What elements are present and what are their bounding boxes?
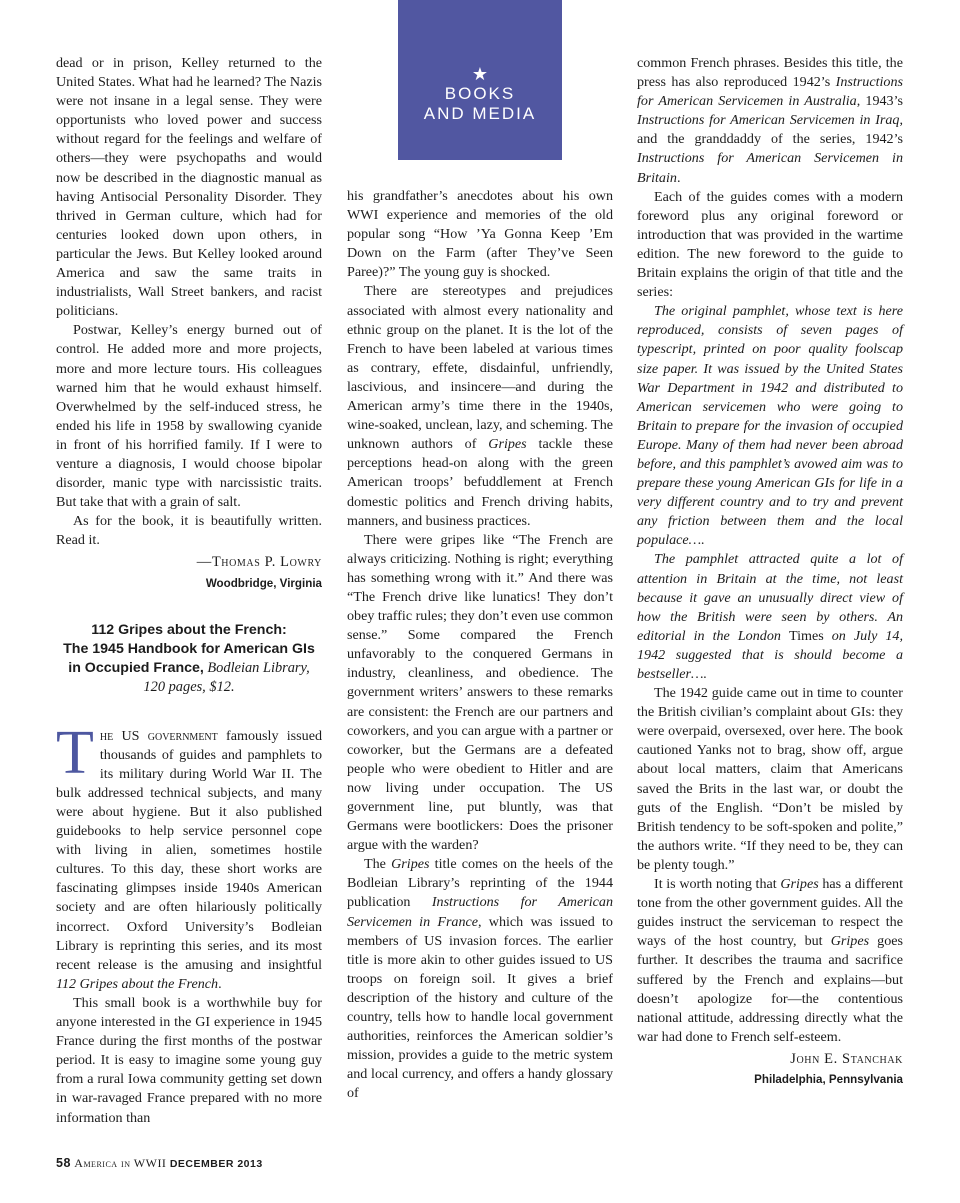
paragraph <box>347 282 613 530</box>
text-run: , and the granddaddy of the series, 1942’s <box>637 112 903 148</box>
issue-date: DECEMBER 2013 <box>169 1158 263 1170</box>
book-title-ref: 112 Gripes about the French <box>56 975 219 992</box>
book-title-line: 112 Gripes about the French: <box>91 621 287 638</box>
book-title-ref: Instructions for American Servicemen in France <box>347 894 613 930</box>
page-footer <box>56 1156 263 1171</box>
page-number: 58 <box>56 1156 71 1170</box>
text-run: There are stereotypes and prejudices associated with almost every nationality and ethnic group on the planet. It is the lot of the French to have been labeled at various times as contrary, effete, disdainful, unfriendly, lascivious, and insincere—and during the American army’s time there in the 1940s, wine-soaked, unclean, lazy, and scheming. The unknown authors of <box>347 283 613 453</box>
drop-cap: T <box>56 718 94 787</box>
column-2 <box>347 187 613 1104</box>
text-run: It is worth noting that <box>654 876 781 893</box>
star-icon: ★ <box>471 64 489 84</box>
quote-text: on July 14, 1942 suggested that is should become a bestseller…. <box>637 627 903 682</box>
text-run: , which was issued to members of US invasion forces. The earlier title is more akin to other guides issued to US troops on foreign soil. It gives a brief description of the history and culture of the country, tells how to handle local government authorities, reinforces the American soldier’s mission, provides a guide to the metric system and local currency, and offers a handy glossary of <box>347 913 613 1102</box>
book-title-ref: Gripes <box>488 436 527 453</box>
review-signature <box>56 553 322 592</box>
paragraph: Postwar, Kelley’s energy burned out of control. He added more and more projects, more and more lecture tours. His colleagues warned him that he would exhaust himself. Overwhelmed by the self-induced stress, he ended his life in 1958 by swallowing cyanide in front of his horrified family. If I were to venture a diagnosis, I would choose bipolar disorder, manic type with narcissistic traits. But take that with a grain of salt. <box>56 322 322 511</box>
text-run: . <box>218 975 222 992</box>
reviewer-name: —Thomas P. Lowry <box>196 554 322 571</box>
paragraph: This small book is a worthwhile buy for anyone interested in the GI experience in 1945 France during the first months of the postwar period. It is easy to imagine some young guy from a rural Iowa community getting set down in war-ravaged France prepared with no more information than <box>56 994 322 1126</box>
text-run: tackle these perceptions head-on along with the green American troops’ befuddlement at French domestic politics and French driving habits, manners, and business practices. <box>347 436 614 529</box>
paragraph: dead or in prison, Kelley returned to the United States. What had he learned? The Nazis were not insane in a legal sense. They were opportunists who loved power and success without regard for the feelings and welfare of others—they were psychopaths and would now be described in the diagnostic manual as having Antisocial Personality Disorder. They thrived in German culture, which had for centuries looked down upon others, in particular the Jews. But Kelley looked around America and saw the same traits in industrialists, Wall Street bankers, and racist politicians. <box>56 55 322 320</box>
book-publisher: Bodleian Library, <box>207 659 310 676</box>
book-title-line: in Occupied France, <box>68 659 204 676</box>
book-heading <box>56 621 322 697</box>
magazine-name: America in WWII <box>74 1156 167 1170</box>
text-run: has a different tone from the other government guides. All the guides instruct the serviceman to respect the ways of the host country, but <box>637 876 903 950</box>
banner-line-2: AND MEDIA <box>423 104 537 123</box>
paragraph <box>56 718 322 994</box>
reviewer-name: John E. Stanchak <box>790 1050 903 1067</box>
reviewer-location: Philadelphia, Pennsylvania <box>754 1072 903 1086</box>
lead-in: he US government <box>99 727 218 744</box>
block-quote <box>637 302 903 550</box>
text-run: , 1943’s <box>856 93 904 110</box>
paragraph <box>637 54 903 188</box>
paragraph: As for the book, it is beautifully written. Read it. <box>56 513 322 549</box>
paragraph <box>637 875 903 1047</box>
book-title-ref: Instructions for American Servicemen in Britain <box>637 150 903 186</box>
book-title-ref: Instructions for American Servicemen in Australia <box>637 74 903 110</box>
text-run: goes further. It describes the trauma and sacrifice suffered by the French and explains—but doesn’t apologize for—the contentious national attitude, addressing directly what the war had done to French self-esteem. <box>637 933 903 1045</box>
book-title-ref: Gripes <box>780 876 819 893</box>
text-run: The <box>364 856 392 873</box>
book-title-ref: Instructions for American Servicemen in Iraq <box>637 112 900 129</box>
paragraph: Each of the guides comes with a modern foreword plus any original foreword or introduction that was provided in the wartime edition. The new foreword to the guide to Britain explains the origin of that title and the series: <box>637 188 903 301</box>
text-run: Times <box>788 627 824 644</box>
section-banner <box>398 0 562 160</box>
text-run: . <box>676 169 681 186</box>
book-title-ref: Gripes <box>391 856 430 873</box>
paragraph: The 1942 guide came out in time to counter the British civilian’s complaint about GIs: they were overpaid, oversexed, over here. The book cautioned Yanks not to brag, show off, argue about local matters, claim that Americans saved the Brits in the last war, or doubt the guts of the English. “Don’t be misled by British tendency to be soft-spoken and polite,” the authors write. “If they need to be, they can be plenty tough.” <box>637 685 903 873</box>
book-details: 120 pages, $12. <box>143 678 235 695</box>
column-3 <box>637 54 903 1089</box>
column-1 <box>56 54 322 1128</box>
quote-text: The original pamphlet, whose text is here reproduced, consists of seven pages of typescript, printed on poor quality foolscap size paper. It was issued by the United States War Department in 1942 and distributed to American servicemen who were going to Britain to prepare for the invasion of occupied Europe. Many of them had never been abroad before, and this pamphlet’s avowed aim was to prepare these young American GIs for life in a very different country and to try and prevent any friction between them and the local populace…. <box>637 303 903 549</box>
banner-line-1: BOOKS <box>444 84 516 103</box>
book-title-line: The 1945 Handbook for American GIs <box>63 640 315 657</box>
review-signature <box>637 1050 903 1089</box>
quote-text: The pamphlet attracted quite a lot of attention in Britain at the time, not least because it gave an unusually direct view of how the British were seen by others. An editorial in the London <box>637 551 903 644</box>
book-title-ref: Gripes <box>830 933 870 950</box>
text-run: common French phrases. Besides this title, the press has also reproduced 1942’s <box>637 55 903 91</box>
paragraph: There were gripes like “The French are always criticizing. Nothing is right; everything has something wrong with it.” And there was “The French drive like lunatics! They don’t obey traffic rules; they don’t even use common sense.” Some compared the French unfavorably to the conquered Germans in industry, cleanliness, and obedience. The government writers’ answers to these remarks are consistent: the French are our partners and coworkers, and you can argue with a partner or coworker, but the Germans are a defeated people who were obedient to Hitler and are now living under occupation. The US government line, put bluntly, was that Germans were bootlickers: Does the prisoner argue with the warden? <box>347 531 614 854</box>
paragraph: his grandfather’s anecdotes about his own WWI experience and memories of the old popular song “How ’Ya Gonna Keep ’Em Down on the Farm (after They’ve Seen Paree)?” The young guy is shocked. <box>347 188 613 281</box>
text-run: famously issued thousands of guides and pamphlets to its military during World War II. The bulk addressed technical subjects, and many were about hygiene. But it also published guidebooks to help service personnel cope with living in alien, sometimes hostile cultures. To this day, these short works are fascinating glimpses inside 1940s American society and are often hilariously politically incorrect. Oxford University’s Bodleian Library is reprinting this series, and its most recent release is the amusing and insightful <box>56 727 322 973</box>
text-run: title comes on the heels of the Bodleian Library’s reprinting of the 1944 publication <box>347 856 613 911</box>
paragraph <box>347 855 613 1103</box>
block-quote <box>637 550 903 684</box>
reviewer-location: Woodbridge, Virginia <box>205 576 322 590</box>
